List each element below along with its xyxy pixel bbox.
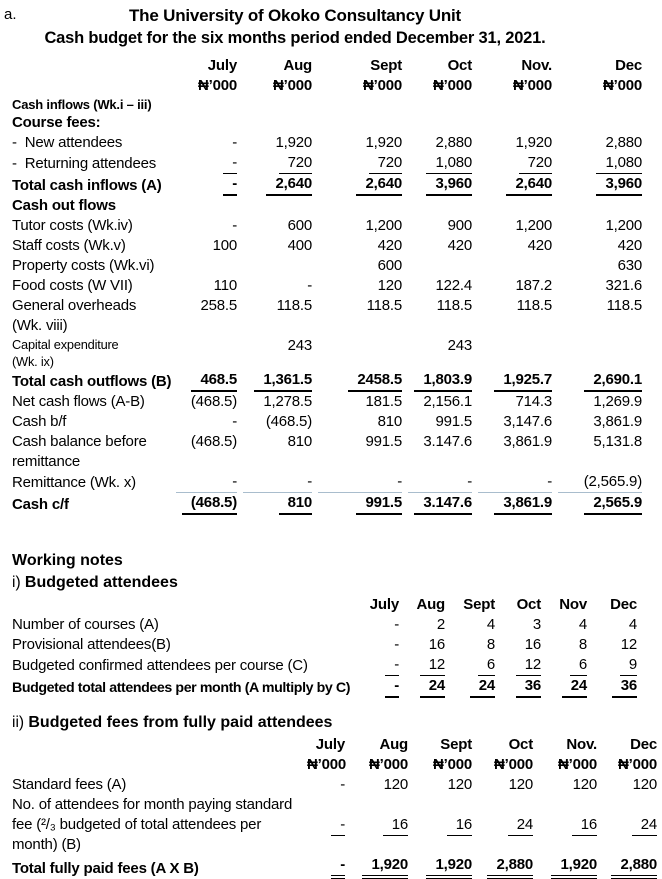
value-cell: 3,147.6 <box>503 413 552 430</box>
value-cell: 120 <box>572 776 597 793</box>
col-header: Sept <box>463 596 495 613</box>
value-cell: 12 <box>399 655 445 676</box>
value-cell <box>170 256 237 276</box>
table-row <box>12 493 642 515</box>
value-cell: 720 <box>312 153 402 174</box>
row-label: Total cash outflows (B) <box>12 373 172 390</box>
row-label: Budgeted total attendees per month (A multiply by C) <box>12 680 351 696</box>
col-header: Dec <box>610 596 637 613</box>
value-cell: 187.2 <box>515 277 552 294</box>
value-cell: 4 <box>486 616 495 633</box>
value-cell: 12 <box>495 655 541 676</box>
table-row <box>12 236 642 256</box>
budgeted-attendees-table <box>12 595 637 698</box>
value-cell: 36 <box>495 676 541 698</box>
currency-unit: ₦’000 <box>493 756 533 773</box>
value-cell: 1,361.5 <box>237 370 312 392</box>
value-cell: 16 <box>533 795 597 855</box>
value-cell: 1,200 <box>605 217 642 234</box>
spacer-cell <box>12 76 170 96</box>
value-cell: 630 <box>617 257 642 274</box>
value-cell: (468.5) <box>265 413 312 430</box>
value-cell: 24 <box>445 676 495 698</box>
table-row <box>12 855 657 879</box>
value-cell: 118.5 <box>516 297 552 314</box>
table-row <box>12 795 657 855</box>
value-cell: - <box>232 134 237 151</box>
row-label: Net cash flows (A-B) <box>12 393 145 410</box>
row-label: Tutor costs (Wk.iv) <box>12 217 133 234</box>
cash-budget-table <box>12 56 642 515</box>
value-cell: 5,131.8 <box>593 433 642 450</box>
note-i-prefix: i) <box>12 574 21 591</box>
value-cell: - <box>232 413 237 430</box>
value-cell: 8 <box>486 636 495 653</box>
value-cell: 420 <box>377 237 402 254</box>
value-cell: (2,565.9) <box>552 472 642 493</box>
row-label: Capital expenditure (Wk. ix) <box>12 337 119 369</box>
row-label: Food costs (W VII) <box>12 277 133 294</box>
value-cell: 1,278.5 <box>263 393 312 410</box>
value-cell: 810 <box>287 433 312 450</box>
item-label: a. <box>4 6 17 23</box>
document-subtitle: Cash budget for the six months period ended December 31, 2021. <box>44 29 546 47</box>
value-cell: 16 <box>408 795 472 855</box>
value-cell: 120 <box>377 277 402 294</box>
value-cell: - <box>394 636 399 653</box>
value-cell: 2,640 <box>237 174 312 196</box>
row-label: - Returning attendees <box>12 155 157 172</box>
value-cell: 243 <box>287 337 312 354</box>
row-label: General overheads (Wk. viii) <box>12 297 137 334</box>
value-cell: - <box>170 174 237 196</box>
value-cell: 720 <box>472 153 552 174</box>
col-header: Oct <box>516 596 541 613</box>
currency-unit: ₦’000 <box>557 756 597 773</box>
value-cell: 2,880 <box>605 134 642 151</box>
value-cell: 3,960 <box>552 174 642 196</box>
spacer-cell <box>12 755 307 775</box>
value-cell: 420 <box>527 237 552 254</box>
currency-unit: ₦’000 <box>272 77 312 94</box>
spacer-cell <box>12 56 170 76</box>
value-cell: 1,200 <box>365 217 402 234</box>
value-cell: 3,861.9 <box>472 493 552 515</box>
working-notes-heading: Working notes <box>12 552 123 569</box>
value-cell: 600 <box>377 257 402 274</box>
value-cell: 16 <box>428 636 445 653</box>
value-cell: 118.5 <box>606 297 642 314</box>
value-cell: - <box>357 655 399 676</box>
value-cell: 3 <box>532 616 541 633</box>
value-cell: 1,803.9 <box>402 370 472 392</box>
value-cell: 2,156.1 <box>423 393 472 410</box>
col-header: Nov. <box>521 57 552 74</box>
value-cell: 24 <box>597 795 657 855</box>
table-row <box>12 174 642 196</box>
value-cell: 24 <box>399 676 445 698</box>
value-cell: 714.3 <box>515 393 552 410</box>
row-label: No. of attendees for month paying standard fee (²/₃ budgeted of total attendees per month) (B) <box>12 796 293 853</box>
note-ii-prefix: ii) <box>12 714 25 731</box>
value-cell: 120 <box>383 776 408 793</box>
document-title: The University of Okoko Consultancy Unit <box>128 6 462 25</box>
col-header: July <box>315 736 345 753</box>
value-cell: 810 <box>377 413 402 430</box>
value-cell: 118.5 <box>436 297 472 314</box>
table-row <box>12 133 642 153</box>
value-cell: (468.5) <box>190 433 237 450</box>
row-label: Property costs (Wk.vi) <box>12 257 155 274</box>
value-cell: 110 <box>213 277 237 294</box>
value-cell: 3,861.9 <box>503 433 552 450</box>
month-header-row <box>12 56 642 76</box>
currency-unit-row <box>12 755 657 775</box>
note-i-title: Budgeted attendees <box>24 574 178 591</box>
spacer-cell <box>12 735 307 755</box>
value-cell: - <box>394 616 399 633</box>
value-cell <box>237 256 312 276</box>
value-cell: 1,920 <box>275 134 312 151</box>
spacer-cell <box>12 595 357 615</box>
value-cell: 420 <box>447 237 472 254</box>
row-label: Cash balance before remittance <box>12 433 147 470</box>
table-row <box>12 216 642 236</box>
value-cell: - <box>357 676 399 698</box>
value-cell: 2,880 <box>435 134 472 151</box>
value-cell: 3,861.9 <box>593 413 642 430</box>
table-row <box>12 676 637 698</box>
table-row <box>12 153 642 174</box>
currency-unit: ₦’000 <box>368 756 408 773</box>
value-cell: 2,880 <box>597 855 657 879</box>
currency-unit-row <box>12 76 642 96</box>
value-cell: 2,640 <box>472 174 552 196</box>
col-header: July <box>207 57 237 74</box>
value-cell: 2,565.9 <box>552 493 642 515</box>
value-cell: - <box>340 776 345 793</box>
value-cell <box>170 336 237 370</box>
value-cell: 3.147.6 <box>423 433 472 450</box>
value-cell: 3.147.6 <box>402 493 472 515</box>
value-cell: - <box>307 795 345 855</box>
value-cell: (468.5) <box>190 393 237 410</box>
value-cell: - <box>170 472 237 493</box>
currency-unit: ₦’000 <box>197 77 237 94</box>
col-header: Nov. <box>566 736 597 753</box>
row-label: Budgeted confirmed attendees per course (C) <box>12 657 308 674</box>
note-ii-title: Budgeted fees from fully paid attendees <box>28 714 333 731</box>
value-cell: 6 <box>541 655 587 676</box>
value-cell: 122.4 <box>435 277 472 294</box>
value-cell: 1,200 <box>515 217 552 234</box>
table-row <box>12 615 637 635</box>
value-cell: 991.5 <box>312 493 402 515</box>
value-cell: 100 <box>212 237 237 254</box>
note-ii-heading <box>12 712 662 733</box>
value-cell: 120 <box>632 776 657 793</box>
value-cell: 2458.5 <box>312 370 402 392</box>
value-cell: 1,080 <box>402 153 472 174</box>
value-cell: 2,690.1 <box>552 370 642 392</box>
value-cell: 1,080 <box>552 153 642 174</box>
currency-unit: ₦’000 <box>512 77 552 94</box>
currency-unit: ₦’000 <box>307 756 347 773</box>
value-cell: 991.5 <box>365 433 402 450</box>
currency-unit: ₦’000 <box>432 77 472 94</box>
value-cell: 16 <box>345 795 408 855</box>
value-cell: 4 <box>628 616 637 633</box>
value-cell: 118.5 <box>366 297 402 314</box>
value-cell: 6 <box>445 655 495 676</box>
row-label: Number of courses (A) <box>12 616 159 633</box>
value-cell <box>402 256 472 276</box>
col-header: July <box>369 596 399 613</box>
value-cell: 9 <box>587 655 637 676</box>
note-i-heading <box>12 572 662 593</box>
row-label: - New attendees <box>12 134 123 151</box>
table-row <box>12 256 642 276</box>
value-cell: 118.5 <box>276 297 312 314</box>
table-row <box>12 336 642 370</box>
table-row <box>12 276 642 296</box>
row-label: Cash c/f <box>12 496 69 513</box>
value-cell: 2,880 <box>472 855 533 879</box>
value-cell: (468.5) <box>170 493 237 515</box>
col-header: Aug <box>416 596 445 613</box>
month-header-row <box>12 595 637 615</box>
value-cell: 1,920 <box>365 134 402 151</box>
col-header: Nov <box>559 596 587 613</box>
table-row <box>12 370 642 392</box>
table-row <box>12 296 642 336</box>
value-cell: 1,920 <box>345 855 408 879</box>
row-label: Cash out flows <box>12 197 116 214</box>
value-cell: 2,640 <box>312 174 402 196</box>
currency-unit: ₦’000 <box>432 756 472 773</box>
currency-unit: ₦’000 <box>617 756 657 773</box>
table-row <box>12 392 642 412</box>
value-cell <box>312 336 402 370</box>
col-header: Sept <box>440 736 472 753</box>
value-cell: 12 <box>620 636 637 653</box>
col-header: Aug <box>379 736 408 753</box>
value-cell: 400 <box>287 237 312 254</box>
value-cell: 420 <box>617 237 642 254</box>
value-cell: 16 <box>524 636 541 653</box>
value-cell: - <box>232 217 237 234</box>
table-row <box>12 113 642 133</box>
value-cell: 468.5 <box>170 370 237 392</box>
table-row <box>12 412 642 432</box>
row-label: Total cash inflows (A) <box>12 177 162 194</box>
value-cell: 1,920 <box>408 855 472 879</box>
row-label: Provisional attendees(B) <box>12 636 171 653</box>
value-cell: 181.5 <box>365 393 402 410</box>
value-cell: 600 <box>287 217 312 234</box>
value-cell: 1,920 <box>515 134 552 151</box>
value-cell: 3,960 <box>402 174 472 196</box>
row-label: Total fully paid fees (A X B) <box>12 860 199 877</box>
table-row <box>12 96 642 113</box>
value-cell: 1,920 <box>533 855 597 879</box>
col-header: Dec <box>630 736 657 753</box>
value-cell: 243 <box>447 337 472 354</box>
table-row <box>12 655 637 676</box>
fully-paid-fees-table <box>12 735 657 879</box>
value-cell: 24 <box>541 676 587 698</box>
row-label: Standard fees (A) <box>12 776 127 793</box>
value-cell: 720 <box>237 153 312 174</box>
value-cell: - <box>237 472 312 493</box>
value-cell: - <box>307 855 345 879</box>
col-header: Aug <box>283 57 312 74</box>
table-row <box>12 472 642 493</box>
value-cell: 120 <box>447 776 472 793</box>
value-cell: 4 <box>578 616 587 633</box>
value-cell: - <box>170 153 237 174</box>
value-cell: - <box>402 472 472 493</box>
value-cell: 2 <box>436 616 445 633</box>
value-cell <box>552 336 642 370</box>
table-row <box>12 775 657 795</box>
col-header: Sept <box>370 57 402 74</box>
col-header: Oct <box>508 736 533 753</box>
table-row <box>12 635 637 655</box>
value-cell: 810 <box>237 493 312 515</box>
value-cell: - <box>312 472 402 493</box>
month-header-row <box>12 735 657 755</box>
row-label: Cash b/f <box>12 413 67 430</box>
value-cell: 1,925.7 <box>472 370 552 392</box>
row-label: Course fees: <box>12 114 101 131</box>
value-cell: - <box>472 472 552 493</box>
row-label: Remittance (Wk. x) <box>12 474 136 491</box>
value-cell: 1,269.9 <box>593 393 642 410</box>
row-label: Cash inflows (Wk.i – iii) <box>12 97 152 112</box>
col-header: Oct <box>447 57 472 74</box>
table-row <box>12 432 642 472</box>
value-cell: 258.5 <box>200 297 237 314</box>
value-cell: 120 <box>508 776 533 793</box>
value-cell: 991.5 <box>435 413 472 430</box>
currency-unit: ₦’000 <box>602 77 642 94</box>
value-cell: 24 <box>472 795 533 855</box>
value-cell: - <box>307 277 312 294</box>
value-cell <box>472 256 552 276</box>
value-cell: 900 <box>447 217 472 234</box>
value-cell <box>472 336 552 370</box>
title-block <box>0 0 590 50</box>
value-cell: 321.6 <box>605 277 642 294</box>
currency-unit: ₦’000 <box>362 77 402 94</box>
value-cell: 36 <box>587 676 637 698</box>
col-header: Dec <box>615 57 642 74</box>
table-row <box>12 196 642 216</box>
value-cell: 8 <box>578 636 587 653</box>
row-label: Staff costs (Wk.v) <box>12 237 126 254</box>
